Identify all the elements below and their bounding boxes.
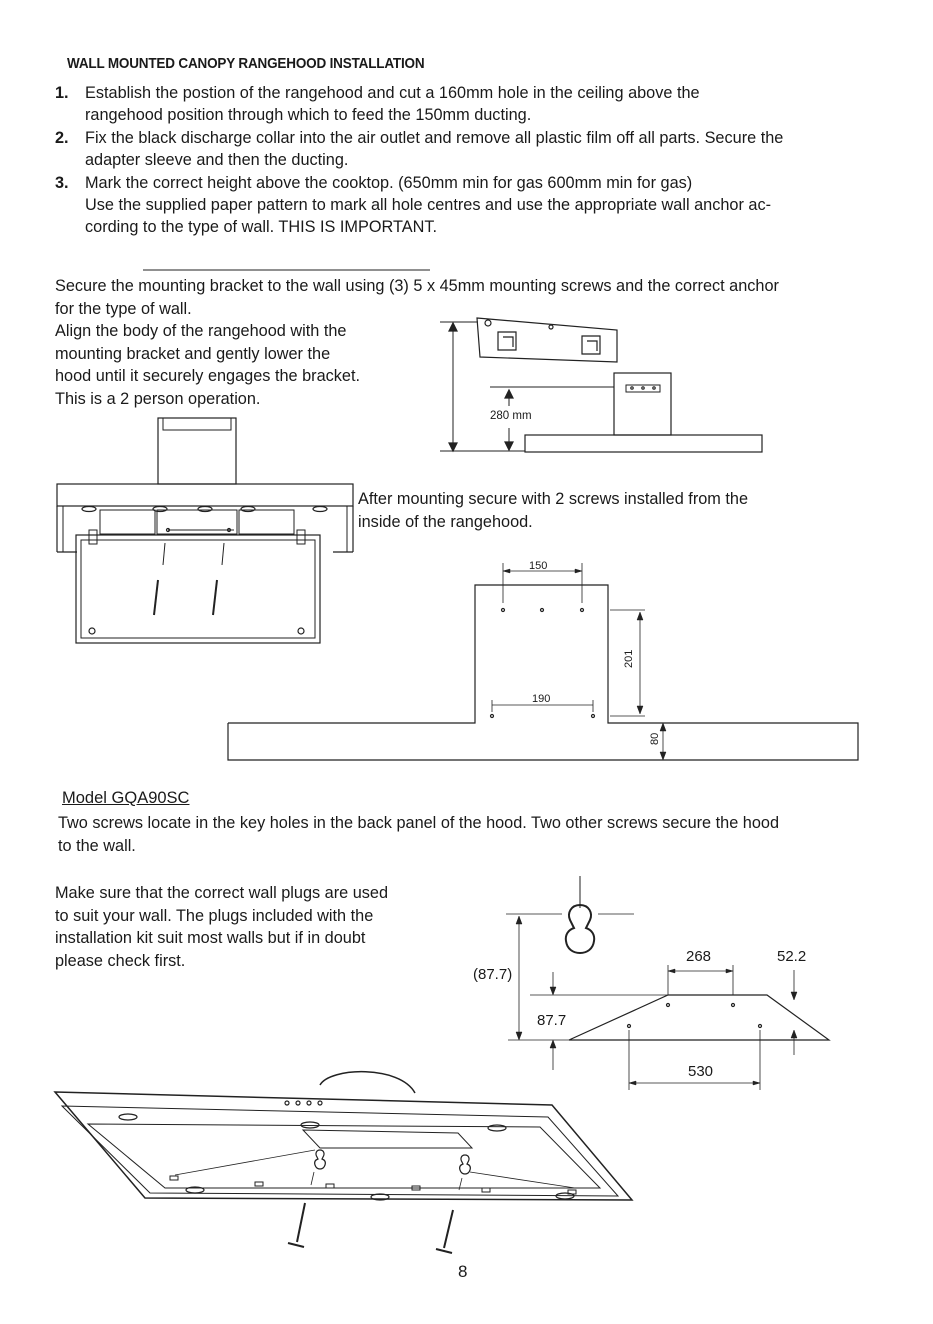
dimension-label: (87.7) bbox=[473, 966, 513, 983]
hood-perspective-diagram bbox=[55, 1072, 632, 1253]
step-line: Fix the black discharge collar into the air outlet and remove all plastic film off all parts. Secure the bbox=[85, 129, 784, 147]
keyhole-diagram bbox=[506, 876, 829, 1090]
step-line: Use the supplied paper pattern to mark all hole centres and use the appropriate wall anchor ac- bbox=[85, 196, 772, 214]
dimension-label: 190 bbox=[532, 693, 551, 705]
step-line: Mark the correct height above the cooktop. (650mm min for gas 600mm min for gas) bbox=[85, 174, 693, 192]
step-line: rangehood position through which to feed the 150mm ducting. bbox=[85, 106, 532, 124]
dimension-label: 150 bbox=[529, 560, 548, 572]
paragraph-line: to suit your wall. The plugs included with the bbox=[55, 906, 374, 925]
hood-body-top bbox=[57, 484, 353, 506]
hole-template-diagram bbox=[228, 563, 858, 760]
paragraph-line: Two screws locate in the key holes in the back panel of the hood. Two other screws secure the hood bbox=[58, 814, 780, 832]
page-number: 8 bbox=[458, 1262, 468, 1281]
paragraph-line: hood until it securely engages the bracket. bbox=[55, 367, 361, 385]
dimension-label: 52.2 bbox=[777, 948, 807, 965]
page-title: WALL MOUNTED CANOPY RANGEHOOD INSTALLATION bbox=[67, 55, 425, 72]
hood-chimney bbox=[614, 373, 671, 435]
step-number: 3. bbox=[55, 174, 69, 192]
paragraph-line: please check first. bbox=[55, 951, 186, 970]
paragraph-line: installation kit suit most walls but if in doubt bbox=[55, 929, 366, 947]
keyhole-shape bbox=[566, 905, 594, 953]
dimension-label: 87.7 bbox=[537, 1012, 567, 1029]
dimension-label: 80 bbox=[649, 732, 661, 745]
paragraph-line: After mounting secure with 2 screws installed from the bbox=[358, 490, 749, 508]
hood-front-diagram bbox=[57, 418, 353, 643]
dimension-label: 268 bbox=[686, 948, 712, 965]
hood-chimney bbox=[158, 418, 236, 484]
step-number: 1. bbox=[55, 84, 69, 102]
dimension-label: 530 bbox=[688, 1063, 714, 1080]
paragraph-line: to the wall. bbox=[58, 836, 136, 855]
paragraph-line: inside of the rangehood. bbox=[358, 512, 533, 531]
step-number: 2. bbox=[55, 129, 69, 147]
model-title: Model GQA90SC bbox=[62, 789, 190, 807]
dimension-label: 280 mm bbox=[490, 410, 532, 422]
dimension-label: 201 bbox=[623, 649, 635, 668]
mounting-plate bbox=[76, 535, 320, 643]
paragraph-line: mounting bracket and gently lower the bbox=[55, 344, 331, 363]
paragraph-line: Align the body of the rangehood with the bbox=[55, 322, 347, 340]
step-line: Establish the postion of the rangehood and cut a 160mm hole in the ceiling above the bbox=[85, 84, 700, 102]
paragraph-line: for the type of wall. bbox=[55, 299, 192, 318]
hood-canopy bbox=[525, 435, 762, 452]
bracket-diagram bbox=[440, 318, 762, 452]
paragraph-line: Make sure that the correct wall plugs are used bbox=[55, 884, 389, 902]
step-line: adapter sleeve and then the ducting. bbox=[85, 151, 349, 169]
hood-template bbox=[569, 995, 829, 1040]
paragraph-line: Secure the mounting bracket to the wall using (3) 5 x 45mm mounting screws and the correct anchor bbox=[55, 277, 779, 295]
paragraph-line: This is a 2 person operation. bbox=[55, 389, 261, 408]
step-line: cording to the type of wall. THIS IS IMPORTANT. bbox=[85, 218, 437, 236]
